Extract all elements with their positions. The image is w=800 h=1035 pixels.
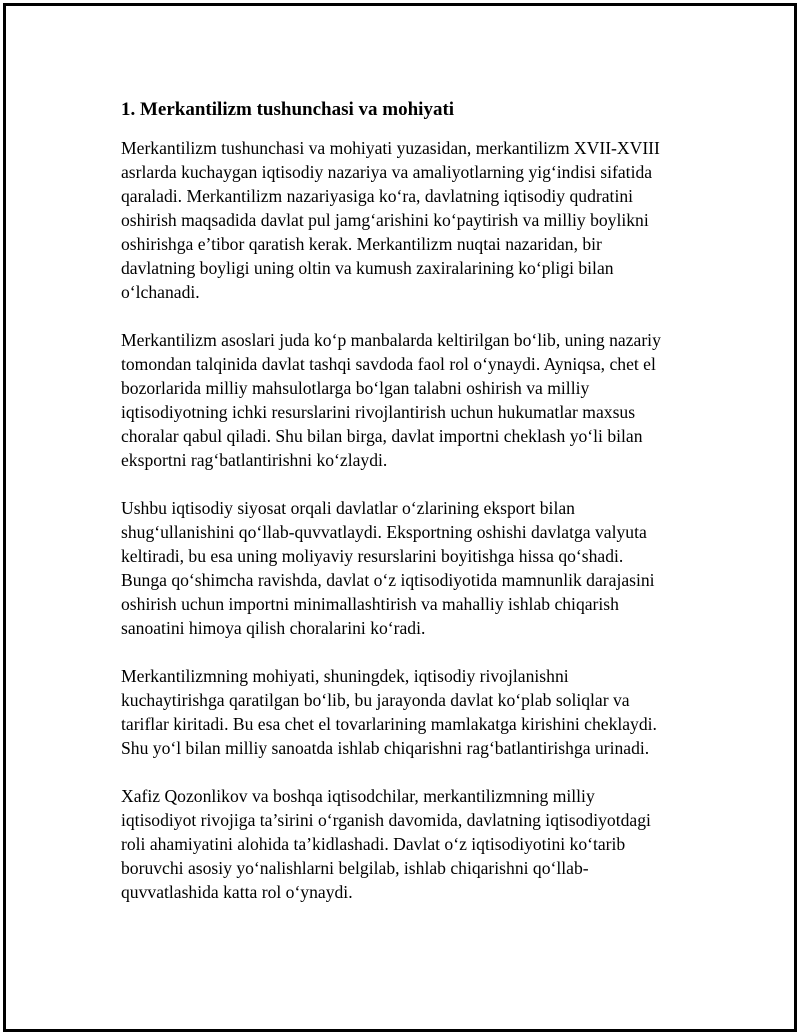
paragraph-list bbox=[121, 136, 711, 904]
text-line: Shu yo‘l bilan milliy sanoatda ishlab chiqarishni rag‘batlantirishga urinadi. bbox=[121, 738, 650, 758]
text-line: Merkantilizmning mohiyati, shuningdek, iqtisodiy rivojlanishni bbox=[121, 666, 569, 686]
text-line: keltiradi, bu esa uning moliyaviy resurslarini boyitishga hissa qo‘shadi. bbox=[121, 546, 624, 566]
text-line: eksportni rag‘batlantirishni ko‘zlaydi. bbox=[121, 450, 388, 470]
text-line: Ushbu iqtisodiy siyosat orqali davlatlar o‘zlarining eksport bilan bbox=[121, 498, 575, 518]
document-body bbox=[121, 98, 711, 928]
text-line: Merkantilizm tushunchasi va mohiyati yuzasidan, merkantilizm XVII-XVIII bbox=[121, 138, 660, 158]
paragraph-2 bbox=[121, 328, 711, 472]
text-line: roli ahamiyatini alohida ta’kidlashadi. Davlat o‘z iqtisodiyotini ko‘tarib bbox=[121, 834, 626, 854]
text-line: sanoatini himoya qilish choralarini ko‘radi. bbox=[121, 618, 426, 638]
paragraph-3 bbox=[121, 496, 711, 640]
text-line: Xafiz Qozonlikov va boshqa iqtisodchilar, merkantilizmning milliy bbox=[121, 786, 595, 806]
text-line: iqtisodiyot rivojiga ta’sirini o‘rganish davomida, davlatning iqtisodiyotdagi bbox=[121, 810, 651, 830]
text-line: oshirish uchun importni minimallashtirish va mahalliy ishlab chiqarish bbox=[121, 594, 619, 614]
text-line: iqtisodiyotning ichki resurslarini rivojlantirish uchun hukumatlar maxsus bbox=[121, 402, 636, 422]
text-line: asrlarda kuchaygan iqtisodiy nazariya va amaliyotlarning yig‘indisi sifatida bbox=[121, 162, 653, 182]
text-line: oshirish maqsadida davlat pul jamg‘arishini ko‘paytirish va milliy boylikni bbox=[121, 210, 649, 230]
text-line: o‘lchanadi. bbox=[121, 282, 200, 302]
text-line: davlatning boyligi uning oltin va kumush zaxiralarining ko‘pligi bilan bbox=[121, 258, 614, 278]
page-border bbox=[3, 3, 797, 1032]
section-heading: 1. Merkantilizm tushunchasi va mohiyati bbox=[121, 99, 455, 120]
text-line: quvvatlashida katta rol o‘ynaydi. bbox=[121, 882, 353, 902]
text-line: bozorlarida milliy mahsulotlarga bo‘lgan talabni oshirish va milliy bbox=[121, 378, 590, 398]
text-line: Bunga qo‘shimcha ravishda, davlat o‘z iqtisodiyotida mamnunlik darajasini bbox=[121, 570, 655, 590]
text-line: tomondan talqinida davlat tashqi savdoda faol rol o‘ynaydi. Ayniqsa, chet el bbox=[121, 354, 656, 374]
paragraph-5 bbox=[121, 784, 711, 904]
text-line: kuchaytirishga qaratilgan bo‘lib, bu jarayonda davlat ko‘plab soliqlar va bbox=[121, 690, 630, 710]
text-line: choralar qabul qiladi. Shu bilan birga, davlat importni cheklash yo‘li bilan bbox=[121, 426, 643, 446]
text-line: tariflar kiritadi. Bu esa chet el tovarlarining mamlakatga kirishini cheklaydi. bbox=[121, 714, 657, 734]
text-line: shug‘ullanishini qo‘llab-quvvatlaydi. Eksportning oshishi davlatga valyuta bbox=[121, 522, 647, 542]
text-line: qaraladi. Merkantilizm nazariyasiga ko‘ra, davlatning iqtisodiy qudratini bbox=[121, 186, 634, 206]
paragraph-1 bbox=[121, 136, 711, 304]
paragraph-4 bbox=[121, 664, 711, 760]
text-line: oshirishga e’tibor qaratish kerak. Merkantilizm nuqtai nazaridan, bir bbox=[121, 234, 602, 254]
text-line: Merkantilizm asoslari juda ko‘p manbalarda keltirilgan bo‘lib, uning nazariy bbox=[121, 330, 661, 350]
text-line: boruvchi asosiy yo‘nalishlarni belgilab, ishlab chiqarishni qo‘llab- bbox=[121, 858, 589, 878]
